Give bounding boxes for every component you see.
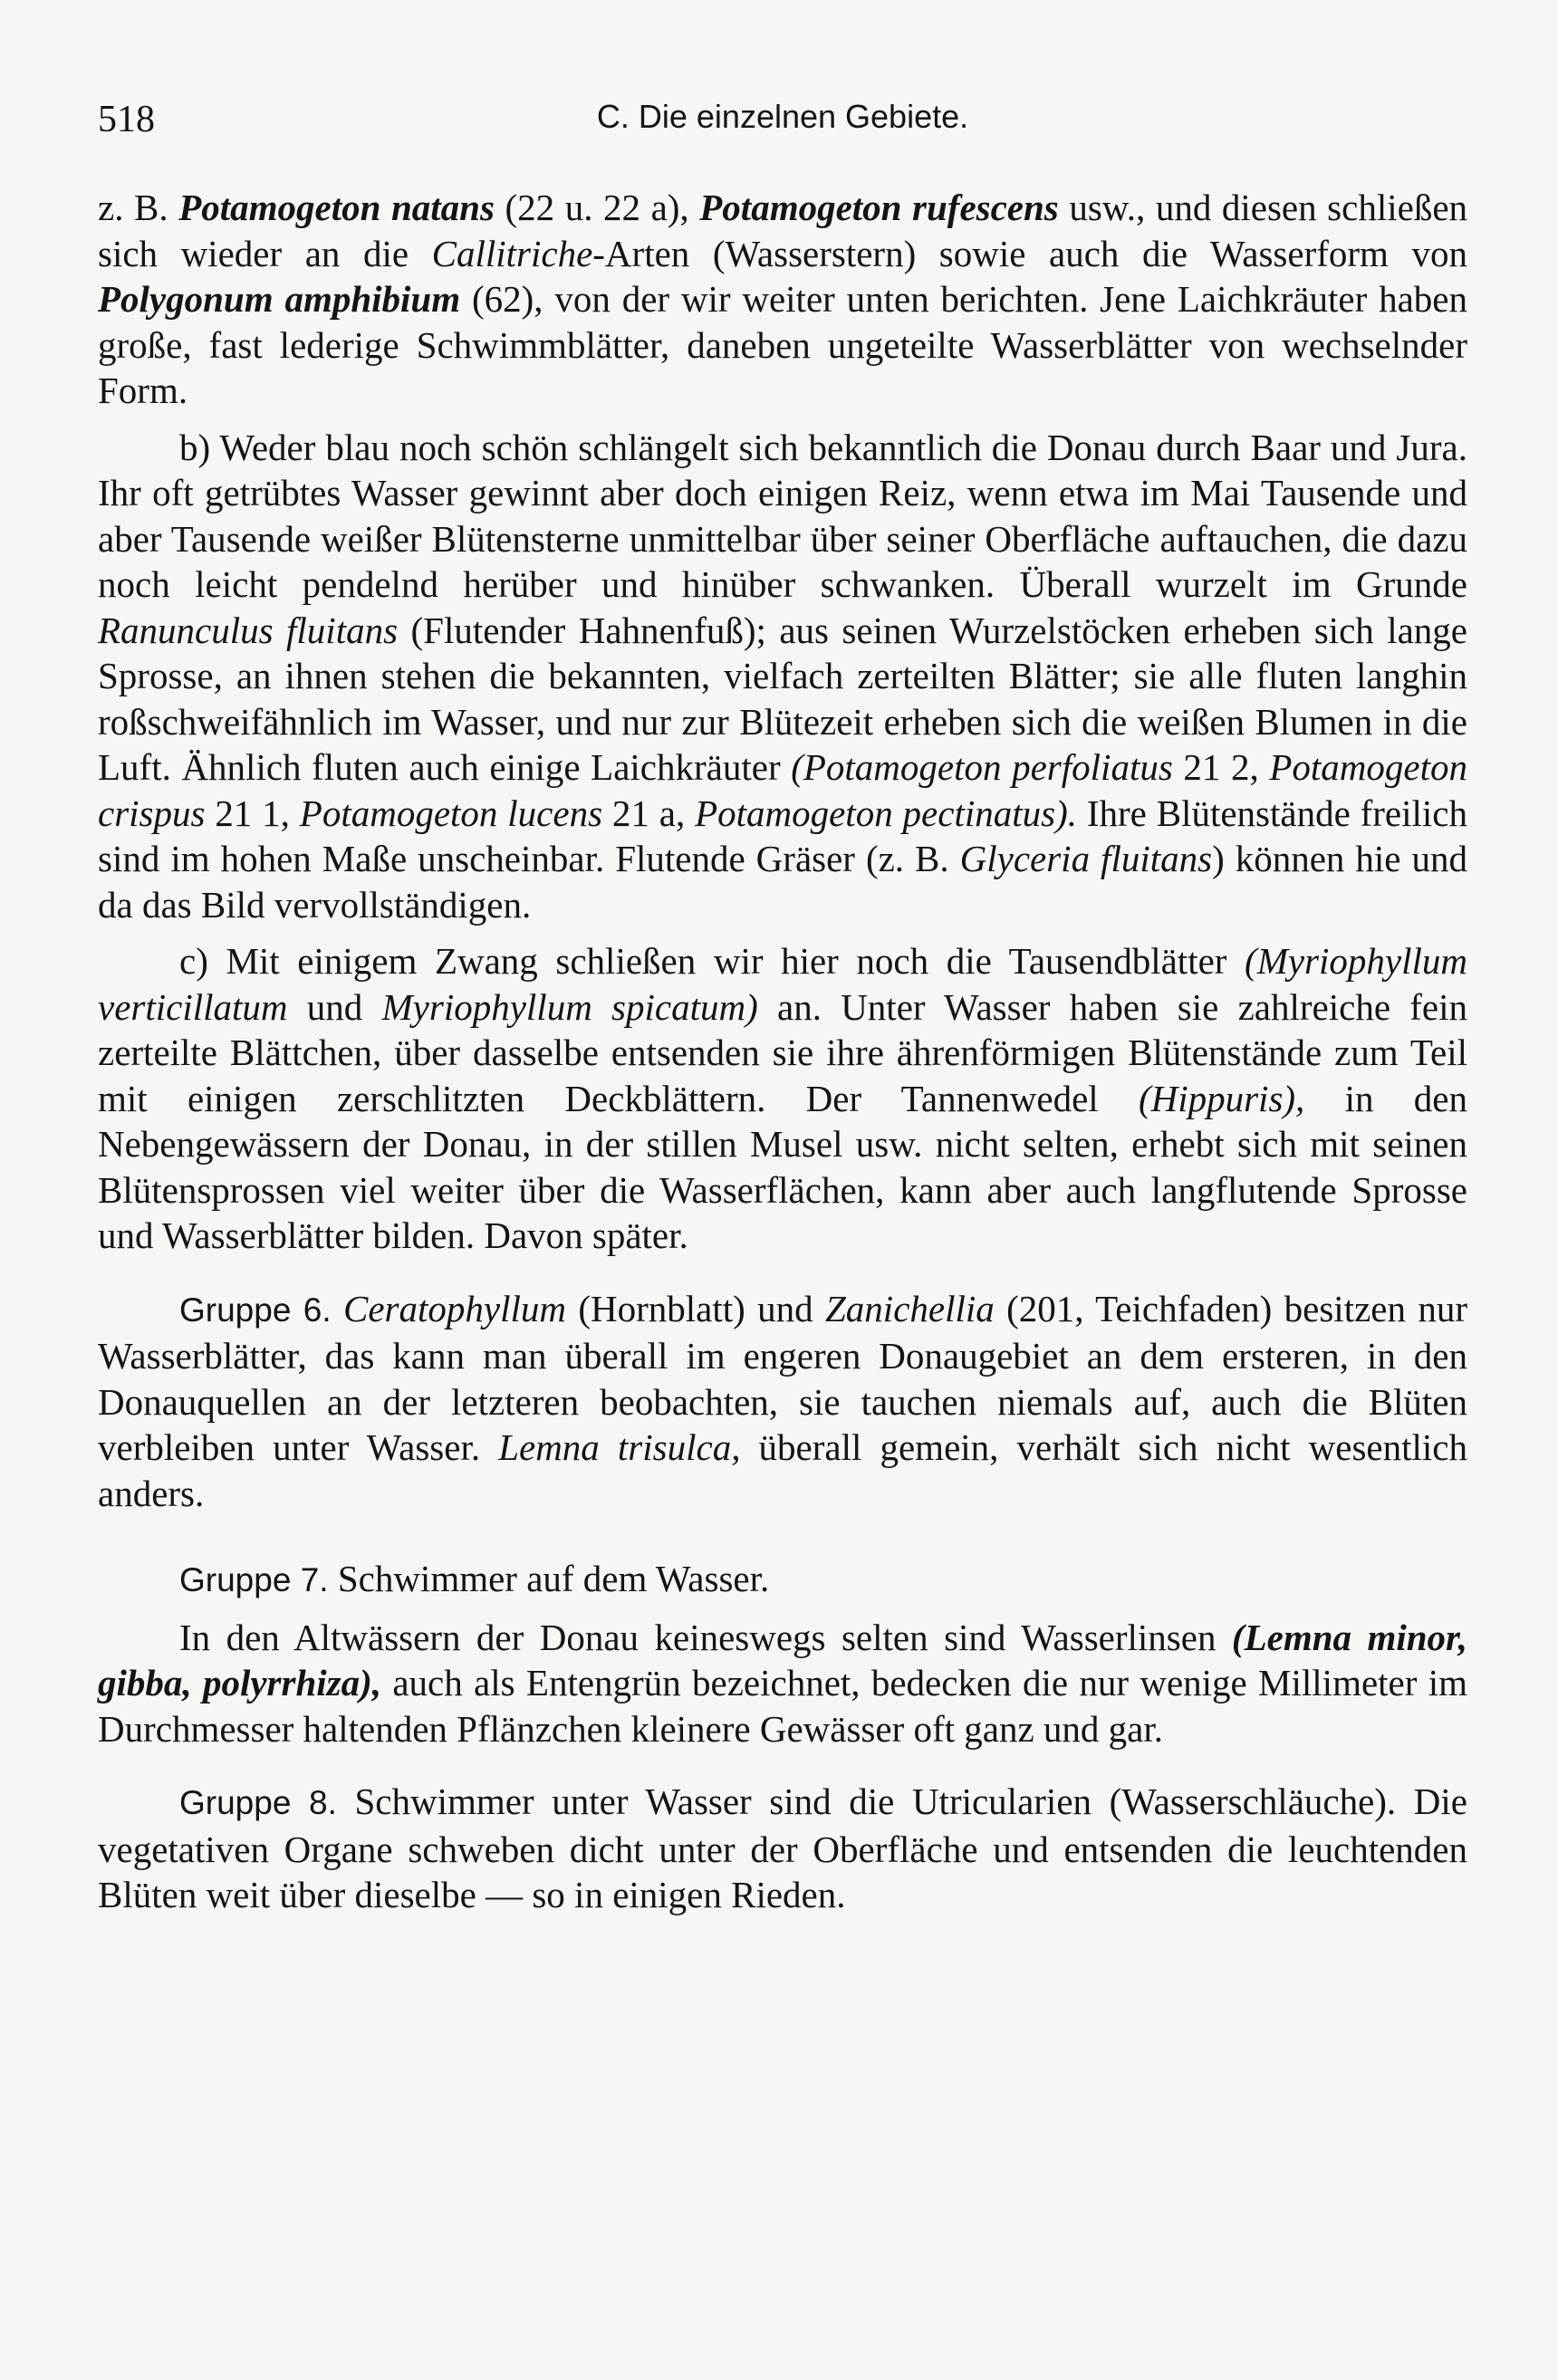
paragraph-gruppe-6 xyxy=(98,1286,1467,1517)
running-head xyxy=(98,89,1467,143)
text-span: 21 1, xyxy=(205,792,300,834)
text-span xyxy=(332,1288,343,1329)
species-name: Lemna trisulca, xyxy=(498,1426,741,1468)
running-title: C. Die einzelnen Gebiete. xyxy=(596,98,969,135)
text-span: Schwimmer unter Wasser sind die Utricularien (Wasserschläuche). Die vegetativen Organe schweben dicht unter der Oberfläche und entsenden die leuchtenden Blüten weit über dieselbe — so in einigen Rieden. xyxy=(98,1780,1467,1915)
text-span: z. B. xyxy=(98,187,179,228)
text-span: (Flutender Hahnenfuß); aus seinen Wurzelstöcken erheben sich lange Sprosse, an ihnen stehen die bekannten, vielfach zerteilten Blätter; sie alle fluten langhin roßschweifähnlich im Wasser, und nur zur Blütezeit erheben sich die weißen Blumen in die Luft. Ähnlich fluten auch einige Laichkräuter xyxy=(98,609,1467,788)
text-span: 21 2, xyxy=(1172,746,1270,788)
text-span: b) Weder blau noch schön schlängelt sich bekanntlich die Donau durch Baar und Jura. Ihr oft getrübtes Wasser gewinnt aber doch einigen Reiz, wenn etwa im Mai Tausende und aber Tausende weißer Blütensterne unmittelbar über seiner Oberfläche auftauchen, die dazu noch leicht pendelnd herüber und hinüber schwanken. Überall wurzelt im Grunde xyxy=(98,426,1467,605)
paragraph-gruppe-7 xyxy=(98,1556,1467,1604)
text-span: in den Nebengewässern der Donau, in der stillen Musel usw. nicht selten, erhebt sich mit seinen Blütensprossen viel weiter über die Wasserflächen, kann aber auch langflutende Sprosse und Wasserblätter bilden. Davon später. xyxy=(98,1077,1467,1256)
group-heading: Gruppe 6. xyxy=(179,1291,332,1329)
group-heading: Gruppe 7. xyxy=(179,1561,329,1598)
page-number: 518 xyxy=(98,99,155,140)
text-span: (62), von der wir weiter unten berichten. Jene Laichkräuter haben große, fast lederige Schwimmblätter, daneben ungeteilte Wasserblätter von wechselnder Form. xyxy=(98,278,1467,411)
genus-name: Callitriche xyxy=(431,232,593,274)
text-span: ) können hie und da das Bild vervollständigen. xyxy=(98,838,1467,926)
paragraph-gruppe-8 xyxy=(98,1779,1467,1918)
paragraph-wasserlinsen xyxy=(98,1615,1467,1752)
genus-name: Ceratophyllum xyxy=(343,1287,566,1329)
text-span: überall gemein, verhält sich nicht wesentlich anders. xyxy=(98,1426,1467,1514)
body-text xyxy=(98,185,1467,1918)
species-name: (Potamogeton perfoliatus xyxy=(791,746,1173,788)
species-name: Potamogeton pectinatus). xyxy=(695,792,1077,834)
text-span: -Arten (Wasserstern) sowie auch die Wasserform von xyxy=(592,232,1467,274)
text-span: (201, Teichfaden) besitzen nur Wasserblätter, das kann man überall im engeren Donaugebiet an dem ersteren, in den Donauquellen an der letzteren beobachten, sie tauchen niemals auf, auch die Blüten verbleiben unter Wasser. xyxy=(98,1287,1467,1468)
text-span: (Hornblatt) und xyxy=(566,1287,825,1329)
species-name: Potamogeton natans xyxy=(178,187,495,228)
paragraph-b-donau xyxy=(98,425,1467,928)
species-name: (Myriophyllum verticillatum xyxy=(98,940,1467,1028)
group-heading: Gruppe 8. xyxy=(179,1784,337,1821)
species-name: Ranunculus fluitans xyxy=(98,609,399,651)
species-name: Myriophyllum spicatum) xyxy=(381,985,758,1028)
species-name: Potamogeton crispus xyxy=(98,746,1468,834)
text-span: auch als Entengrün bezeichnet, bedecken die nur wenige Millimeter im Durchmesser haltenden Pflänzchen kleinere Gewässer oft ganz und gar. xyxy=(98,1662,1467,1750)
text-span: an. Unter Wasser haben sie zahlreiche fein zerteilte Blättchen, über dasselbe entsenden sie ihre ährenförmigen Blütenstände zum Teil mit einigen zerschlitzten Deckblättern. Der Tannenwedel xyxy=(98,985,1468,1119)
text-span: (22 u. 22 a), xyxy=(494,187,700,228)
genus-name: Zanichellia xyxy=(825,1287,995,1329)
paragraph-potamogeton xyxy=(98,185,1467,414)
species-name: Potamogeton rufescens xyxy=(699,187,1059,228)
species-name: (Lemna minor, gibba, polyrrhiza), xyxy=(98,1616,1467,1703)
text-span: In den Altwässern der Donau keineswegs selten sind Wasserlinsen xyxy=(179,1616,1232,1658)
text-span: 21 a, xyxy=(602,792,696,834)
text-span: und xyxy=(287,985,382,1028)
species-name: Glyceria fluitans xyxy=(959,838,1213,879)
species-name: Polygonum amphibium xyxy=(98,278,461,320)
text-span: c) Mit einigem Zwang schließen wir hier noch die Tausendblätter xyxy=(179,940,1245,982)
paragraph-c-tausendblaetter xyxy=(98,938,1467,1259)
text-span: Schwimmer auf dem Wasser. xyxy=(328,1558,770,1599)
genus-name: (Hippuris), xyxy=(1138,1077,1305,1119)
text-span: Ihre Blütenstände freilich sind im hohen Maße unscheinbar. Flutende Gräser (z. B. xyxy=(98,792,1468,879)
species-name: Potamogeton lucens xyxy=(299,792,603,834)
text-span: usw., und diesen schließen sich wieder an die xyxy=(98,187,1468,274)
